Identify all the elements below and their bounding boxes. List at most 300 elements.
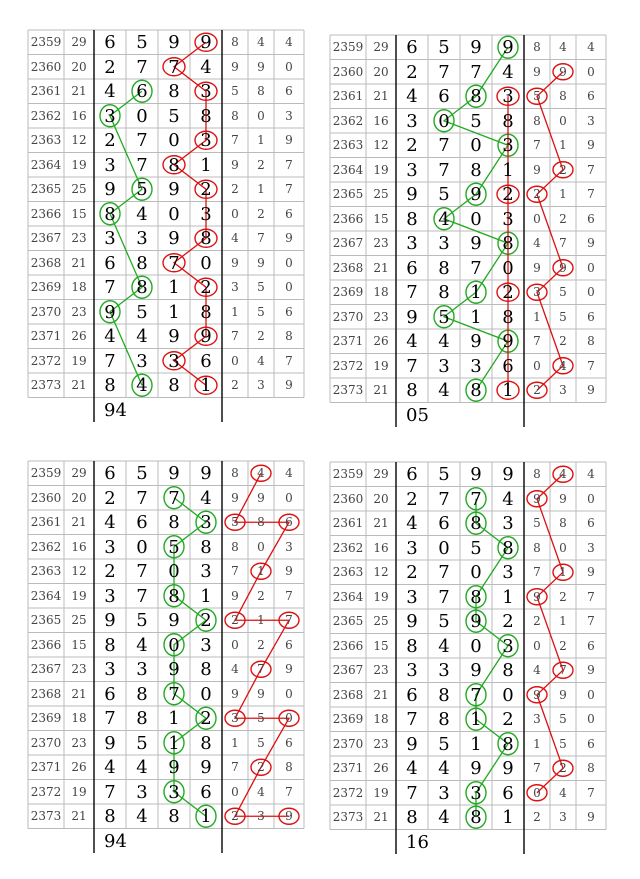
issue-number: 2372: [30, 353, 62, 368]
aux-digit: 9: [231, 686, 239, 701]
draw-digit: 3: [136, 228, 148, 249]
sum-value: 12: [373, 565, 389, 579]
draw-digit: 8: [168, 375, 180, 396]
aux-digit: 2: [559, 761, 567, 775]
aux-digit: 7: [231, 564, 239, 578]
aux-digit: 4: [231, 662, 239, 676]
aux-digit: 0: [587, 64, 595, 79]
draw-digit: 8: [168, 585, 180, 607]
aux-digit: 7: [587, 187, 595, 201]
draw-digit: 3: [104, 228, 116, 249]
aux-digit: 9: [587, 565, 595, 579]
draw-digit: 9: [406, 306, 418, 328]
issue-number: 2373: [332, 810, 364, 824]
draw-digit: 0: [438, 110, 450, 132]
aux-digit: 9: [231, 490, 239, 505]
issue-number: 2369: [30, 280, 62, 294]
aux-digit: 9: [533, 491, 541, 506]
draw-digit: 9: [200, 463, 212, 484]
aux-digit: 6: [587, 736, 595, 751]
issue-number: 2365: [332, 187, 364, 201]
draw-digit: 7: [168, 252, 180, 274]
issue-number: 2372: [30, 784, 62, 799]
draw-digit: 4: [406, 331, 418, 352]
draw-digit: 5: [136, 463, 148, 484]
draw-digit: 9: [406, 184, 418, 205]
issue-number: 2373: [30, 809, 62, 823]
aux-digit: 9: [257, 59, 265, 74]
aux-digit: 3: [257, 378, 265, 392]
draw-digit: 7: [104, 708, 116, 729]
aux-digit: 2: [231, 182, 239, 196]
draw-digit: 0: [470, 635, 482, 657]
draw-digit: 3: [502, 135, 514, 156]
issue-number: 2365: [30, 182, 62, 196]
issue-number: 2367: [30, 231, 62, 245]
aux-digit: 0: [285, 59, 293, 74]
aux-digit: 8: [533, 540, 541, 555]
draw-digit: 3: [168, 781, 180, 803]
issue-number: 2371: [30, 329, 62, 343]
aux-digit: 5: [559, 712, 567, 726]
draw-digit: 6: [406, 257, 418, 279]
trend-panel-bottom-left: [28, 461, 304, 852]
draw-digit: 8: [136, 683, 148, 705]
sum-value: 20: [373, 491, 389, 506]
draw-digit: 3: [406, 110, 418, 132]
draw-digit: 9: [406, 733, 418, 755]
draw-digit: 1: [200, 806, 212, 827]
draw-digit: 9: [470, 184, 482, 205]
draw-digit: 5: [136, 179, 148, 200]
draw-digit: 9: [470, 464, 482, 485]
draw-digit: 4: [136, 757, 148, 778]
draw-digit: 4: [104, 757, 116, 778]
draw-digit: 9: [168, 228, 180, 249]
aux-digit: 3: [285, 108, 293, 123]
sum-value: 21: [373, 810, 389, 824]
aux-digit: 5: [559, 736, 567, 751]
draw-digit: 3: [104, 659, 116, 680]
draw-digit: 4: [136, 634, 148, 656]
aux-digit: 9: [559, 260, 567, 275]
aux-digit: 9: [285, 662, 293, 676]
issue-number: 2373: [332, 383, 364, 397]
trend-panel-top-left: [28, 30, 304, 421]
draw-digit: 3: [104, 154, 116, 176]
aux-digit: 0: [285, 490, 293, 505]
draw-digit: 3: [200, 512, 212, 533]
draw-digit: 8: [200, 732, 212, 754]
aux-digit: 7: [231, 329, 239, 343]
sum-value: 23: [373, 663, 389, 677]
draw-digit: 8: [470, 513, 482, 534]
issue-number: 2365: [332, 614, 364, 628]
aux-digit: 6: [587, 516, 595, 530]
draw-digit: 3: [200, 634, 212, 656]
draw-digit: 9: [470, 758, 482, 779]
issue-number: 2369: [332, 712, 364, 726]
sum-value: 23: [71, 231, 87, 245]
aux-digit: 0: [285, 280, 293, 294]
issue-number: 2372: [332, 358, 364, 373]
draw-digit: 8: [104, 203, 116, 225]
draw-digit: 2: [406, 135, 418, 156]
draw-digit: 4: [136, 326, 148, 347]
issue-number: 2367: [332, 663, 364, 677]
draw-digit: 9: [470, 611, 482, 632]
draw-digit: 8: [104, 634, 116, 656]
draw-digit: 2: [104, 56, 116, 78]
prediction-result: 05: [406, 404, 429, 426]
issue-number: 2362: [30, 539, 62, 554]
issue-number: 2368: [332, 687, 364, 702]
draw-digit: 4: [136, 375, 148, 396]
draw-digit: 0: [470, 562, 482, 583]
draw-digit: 8: [168, 512, 180, 533]
draw-digit: 1: [168, 708, 180, 729]
draw-digit: 8: [470, 86, 482, 107]
aux-digit: 2: [231, 378, 239, 392]
draw-digit: 1: [470, 733, 482, 755]
draw-digit: 1: [168, 277, 180, 298]
sum-value: 26: [373, 761, 389, 775]
aux-digit: 6: [285, 735, 293, 750]
draw-digit: 6: [406, 464, 418, 485]
issue-number: 2370: [332, 309, 364, 324]
draw-digit: 4: [438, 635, 450, 657]
aux-digit: 8: [559, 516, 567, 530]
draw-digit: 7: [438, 488, 450, 510]
aux-digit: 7: [587, 589, 595, 604]
aux-digit: 3: [533, 712, 541, 726]
aux-digit: 7: [285, 157, 293, 172]
aux-digit: 6: [285, 515, 293, 529]
issue-number: 2366: [30, 637, 62, 652]
draw-digit: 7: [168, 683, 180, 705]
aux-digit: 9: [231, 157, 239, 172]
draw-digit: 2: [104, 561, 116, 582]
aux-digit: 0: [231, 637, 239, 652]
issue-number: 2363: [30, 133, 62, 147]
draw-digit: 4: [406, 86, 418, 107]
aux-digit: 2: [533, 810, 541, 824]
aux-digit: 4: [257, 466, 265, 480]
draw-digit: 8: [470, 807, 482, 828]
draw-digit: 2: [406, 61, 418, 83]
draw-digit: 0: [168, 634, 180, 656]
draw-digit: 1: [502, 586, 514, 608]
draw-digit: 0: [502, 257, 514, 279]
draw-digit: 7: [168, 487, 180, 509]
draw-digit: 0: [200, 252, 212, 274]
draw-digit: 1: [470, 282, 482, 303]
trend-panel-top-right: [330, 35, 606, 426]
sum-value: 15: [373, 638, 389, 653]
aux-digit: 8: [257, 515, 265, 529]
draw-digit: 3: [438, 233, 450, 254]
aux-digit: 6: [587, 638, 595, 653]
draw-digit: 7: [104, 277, 116, 298]
aux-digit: 7: [587, 358, 595, 373]
draw-digit: 8: [200, 105, 212, 127]
draw-digit: 3: [502, 635, 514, 657]
aux-digit: 8: [533, 40, 541, 54]
aux-digit: 9: [285, 231, 293, 245]
sum-value: 21: [373, 260, 389, 275]
draw-digit: 8: [200, 536, 212, 558]
aux-digit: 2: [257, 329, 265, 343]
issue-number: 2360: [332, 64, 364, 79]
aux-digit: 9: [587, 663, 595, 677]
draw-digit: 9: [104, 732, 116, 754]
issue-number: 2363: [332, 138, 364, 152]
aux-digit: 7: [533, 138, 541, 152]
draw-digit: 5: [168, 105, 180, 127]
issue-number: 2371: [332, 761, 364, 775]
draw-digit: 0: [438, 537, 450, 559]
prediction-result: 16: [406, 831, 429, 853]
draw-digit: 5: [136, 301, 148, 323]
aux-digit: 0: [231, 206, 239, 221]
draw-digit: 5: [470, 110, 482, 132]
sum-value: 20: [373, 64, 389, 79]
sum-value: 29: [373, 40, 389, 54]
aux-digit: 1: [559, 138, 567, 152]
draw-digit: 4: [406, 758, 418, 779]
sum-value: 21: [373, 383, 389, 397]
issue-number: 2359: [30, 35, 62, 49]
draw-digit: 7: [136, 561, 148, 582]
draw-digit: 4: [136, 806, 148, 827]
draw-digit: 4: [104, 512, 116, 533]
draw-digit: 2: [200, 610, 212, 631]
aux-digit: 3: [285, 539, 293, 554]
draw-digit: 8: [406, 380, 418, 401]
aux-digit: 2: [257, 760, 265, 774]
draw-digit: 6: [104, 32, 116, 53]
aux-digit: 0: [257, 108, 265, 123]
issue-number: 2367: [30, 662, 62, 676]
sum-value: 15: [373, 211, 389, 226]
draw-digit: 2: [502, 184, 514, 205]
issue-number: 2371: [30, 760, 62, 774]
draw-digit: 1: [168, 301, 180, 323]
draw-digit: 3: [438, 355, 450, 377]
draw-digit: 5: [438, 464, 450, 485]
aux-digit: 7: [559, 663, 567, 677]
aux-digit: 4: [231, 231, 239, 245]
aux-digit: 9: [533, 64, 541, 79]
aux-digit: 5: [257, 304, 265, 319]
draw-digit: 3: [104, 585, 116, 607]
aux-digit: 0: [559, 113, 567, 128]
aux-digit: 9: [533, 260, 541, 275]
draw-digit: 6: [104, 252, 116, 274]
draw-digit: 6: [104, 683, 116, 705]
draw-digit: 9: [470, 660, 482, 681]
draw-digit: 4: [502, 488, 514, 510]
aux-digit: 2: [559, 211, 567, 226]
aux-digit: 7: [587, 162, 595, 177]
draw-digit: 4: [104, 81, 116, 102]
aux-digit: 7: [231, 133, 239, 147]
aux-digit: 8: [587, 761, 595, 775]
draw-digit: 8: [168, 154, 180, 176]
draw-digit: 8: [502, 306, 514, 328]
issue-number: 2366: [332, 638, 364, 653]
issue-number: 2364: [30, 157, 62, 172]
draw-digit: 7: [136, 585, 148, 607]
draw-digit: 2: [406, 562, 418, 583]
draw-digit: 7: [470, 684, 482, 706]
aux-digit: 4: [285, 466, 293, 480]
draw-digit: 3: [406, 537, 418, 559]
draw-digit: 8: [502, 660, 514, 681]
sum-value: 23: [71, 662, 87, 676]
issue-number: 2361: [30, 84, 62, 98]
draw-digit: 7: [470, 61, 482, 83]
draw-digit: 8: [200, 228, 212, 249]
draw-digit: 2: [502, 611, 514, 632]
issue-number: 2370: [30, 304, 62, 319]
draw-digit: 2: [200, 179, 212, 200]
issue-number: 2362: [30, 108, 62, 123]
aux-digit: 2: [533, 614, 541, 628]
draw-digit: 6: [136, 81, 148, 102]
aux-digit: 0: [285, 255, 293, 270]
issue-number: 2362: [332, 113, 364, 128]
draw-digit: 8: [438, 684, 450, 706]
aux-digit: 0: [587, 712, 595, 726]
draw-digit: 3: [406, 586, 418, 608]
draw-digit: 3: [502, 208, 514, 230]
draw-digit: 8: [168, 81, 180, 102]
issue-number: 2365: [30, 613, 62, 627]
draw-digit: 8: [406, 807, 418, 828]
aux-digit: 8: [533, 467, 541, 481]
draw-digit: 2: [502, 282, 514, 303]
aux-digit: 5: [559, 309, 567, 324]
aux-digit: 9: [559, 64, 567, 79]
sum-value: 21: [373, 516, 389, 530]
aux-digit: 7: [257, 231, 265, 245]
issue-number: 2369: [30, 711, 62, 725]
draw-digit: 7: [136, 130, 148, 151]
aux-digit: 5: [533, 89, 541, 103]
aux-digit: 9: [559, 491, 567, 506]
draw-digit: 9: [168, 463, 180, 484]
sum-value: 25: [373, 187, 389, 201]
draw-digit: 0: [168, 561, 180, 582]
aux-digit: 9: [587, 138, 595, 152]
aux-digit: 6: [587, 211, 595, 226]
sum-value: 23: [373, 309, 389, 324]
issue-number: 2364: [332, 589, 364, 604]
aux-digit: 9: [587, 383, 595, 397]
aux-digit: 8: [231, 466, 239, 480]
sum-value: 18: [373, 285, 389, 299]
sum-value: 19: [71, 353, 87, 368]
aux-digit: 5: [257, 280, 265, 294]
draw-digit: 8: [104, 375, 116, 396]
sum-value: 26: [71, 760, 87, 774]
draw-digit: 6: [438, 86, 450, 107]
issue-number: 2366: [30, 206, 62, 221]
aux-digit: 9: [231, 255, 239, 270]
sum-value: 21: [71, 686, 87, 701]
draw-digit: 5: [168, 536, 180, 558]
aux-digit: 9: [257, 490, 265, 505]
draw-digit: 9: [406, 611, 418, 632]
draw-digit: 0: [136, 536, 148, 558]
draw-digit: 0: [168, 130, 180, 151]
sum-value: 21: [71, 255, 87, 270]
aux-digit: 0: [587, 687, 595, 702]
aux-digit: 5: [231, 84, 239, 98]
aux-digit: 1: [231, 735, 239, 750]
aux-digit: 2: [257, 206, 265, 221]
draw-digit: 9: [502, 758, 514, 779]
aux-digit: 9: [257, 255, 265, 270]
aux-digit: 2: [257, 637, 265, 652]
aux-digit: 4: [257, 35, 265, 49]
aux-digit: 5: [257, 735, 265, 750]
aux-digit: 0: [559, 540, 567, 555]
aux-digit: 7: [587, 785, 595, 800]
aux-digit: 9: [587, 236, 595, 250]
draw-digit: 3: [200, 130, 212, 151]
draw-digit: 7: [438, 159, 450, 181]
draw-digit: 0: [200, 683, 212, 705]
issue-number: 2367: [332, 236, 364, 250]
draw-digit: 9: [104, 301, 116, 323]
prediction-result: 94: [104, 399, 127, 421]
aux-digit: 1: [257, 564, 265, 578]
aux-digit: 4: [587, 467, 595, 481]
draw-digit: 2: [200, 277, 212, 298]
aux-digit: 0: [231, 784, 239, 799]
draw-digit: 3: [200, 203, 212, 225]
sum-value: 12: [71, 133, 87, 147]
aux-digit: 8: [231, 539, 239, 554]
aux-digit: 4: [559, 40, 567, 54]
draw-digit: 3: [406, 159, 418, 181]
draw-digit: 9: [470, 37, 482, 58]
draw-digit: 6: [406, 37, 418, 58]
draw-digit: 8: [470, 159, 482, 181]
aux-digit: 0: [285, 686, 293, 701]
draw-digit: 8: [438, 282, 450, 303]
draw-digit: 6: [406, 684, 418, 706]
aux-digit: 8: [285, 329, 293, 343]
aux-digit: 8: [257, 84, 265, 98]
sum-value: 26: [373, 334, 389, 348]
draw-digit: 3: [136, 350, 148, 372]
sum-value: 19: [373, 589, 389, 604]
draw-digit: 6: [104, 463, 116, 484]
aux-digit: 2: [533, 187, 541, 201]
aux-digit: 5: [559, 285, 567, 299]
draw-digit: 7: [136, 56, 148, 78]
sum-value: 19: [71, 784, 87, 799]
draw-digit: 3: [406, 233, 418, 254]
draw-digit: 1: [200, 375, 212, 396]
aux-digit: 7: [231, 760, 239, 774]
draw-digit: 5: [438, 306, 450, 328]
sum-value: 12: [71, 564, 87, 578]
draw-digit: 9: [168, 179, 180, 200]
